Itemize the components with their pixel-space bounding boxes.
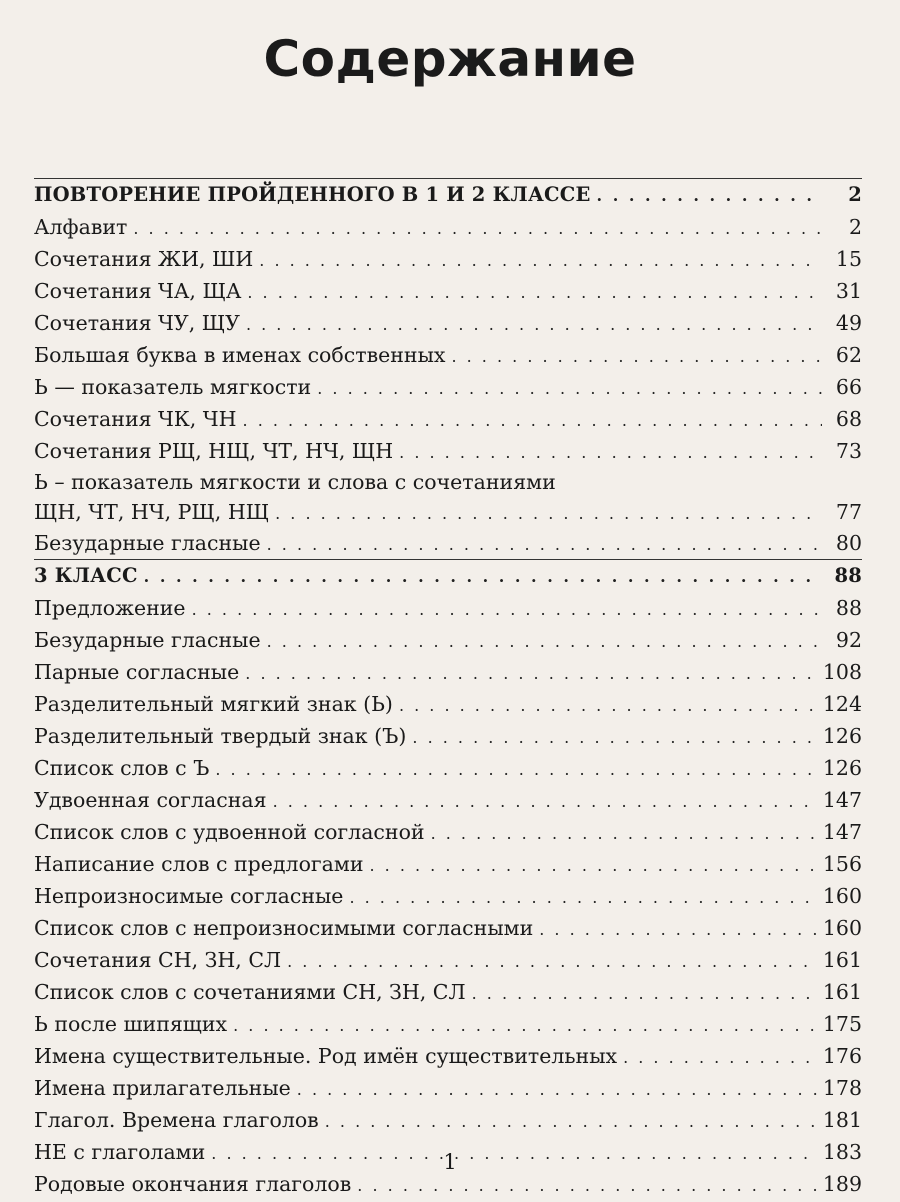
- toc-entry-title: ПОВТОРЕНИЕ ПРОЙДЕННОГО В 1 И 2 КЛАССЕ: [34, 183, 591, 206]
- toc-entry-page: 62: [835, 343, 862, 367]
- dot-leader: [623, 1042, 817, 1074]
- toc-entry-page: 2: [848, 215, 862, 239]
- toc-entry[interactable]: [34, 275, 862, 307]
- table-of-contents: [34, 178, 862, 1200]
- toc-section-heading[interactable]: [34, 178, 862, 211]
- toc-entry[interactable]: [34, 403, 862, 435]
- toc-entry[interactable]: [34, 467, 862, 527]
- toc-entry-page: 161: [822, 980, 862, 1004]
- dot-leader: [233, 1010, 817, 1042]
- toc-entry[interactable]: [34, 752, 862, 784]
- toc-entry[interactable]: [34, 339, 862, 371]
- toc-entry-title: Непроизносимые согласные: [34, 884, 344, 908]
- toc-entry-page: 73: [835, 439, 862, 463]
- toc-entry-page: 147: [822, 820, 862, 844]
- toc-entry-title: Список слов с Ъ: [34, 756, 210, 780]
- dot-leader: [472, 978, 817, 1010]
- page-number: 1: [443, 1150, 457, 1174]
- toc-entry[interactable]: [34, 688, 862, 720]
- dot-leader: [259, 245, 822, 277]
- toc-entry[interactable]: [34, 1104, 862, 1136]
- dot-leader: [215, 754, 817, 786]
- toc-entry-page: 80: [835, 531, 862, 555]
- toc-entry-title: Безударные гласные: [34, 531, 261, 555]
- toc-entry[interactable]: [34, 784, 862, 816]
- page-title: Содержание: [263, 30, 637, 88]
- dot-leader: [267, 626, 822, 658]
- toc-entry[interactable]: [34, 720, 862, 752]
- toc-entry-page: 124: [822, 692, 862, 716]
- toc-entry-title: Сочетания ЖИ, ШИ: [34, 247, 254, 271]
- toc-entry[interactable]: [34, 243, 862, 275]
- toc-entry-title: Ь – показатель мягкости и слова с сочетаниями: [34, 470, 556, 494]
- toc-entry[interactable]: [34, 435, 862, 467]
- toc-entry-page: 160: [822, 884, 862, 908]
- dot-leader: [399, 690, 817, 722]
- dot-leader: [273, 786, 817, 818]
- toc-entry-page: 15: [835, 247, 862, 271]
- toc-entry-title: Сочетания ЧК, ЧН: [34, 407, 237, 431]
- dot-leader: [349, 882, 816, 914]
- toc-entry[interactable]: [34, 592, 862, 624]
- toc-entry-page: 126: [822, 724, 862, 748]
- toc-entry-title: Сочетания РЩ, НЩ, ЧТ, НЧ, ЩН: [34, 439, 394, 463]
- toc-entry-page: 161: [822, 948, 862, 972]
- toc-entry[interactable]: [34, 912, 862, 944]
- toc-entry[interactable]: [34, 880, 862, 912]
- toc-entry-page: 31: [835, 279, 862, 303]
- toc-entry[interactable]: [34, 1008, 862, 1040]
- dot-leader: [325, 1106, 817, 1138]
- toc-entry-page: 175: [822, 1012, 862, 1036]
- dot-leader: [297, 1074, 817, 1106]
- toc-entry-page: 160: [822, 916, 862, 940]
- dot-leader: [317, 373, 822, 405]
- toc-entry-title: Родовые окончания глаголов: [34, 1172, 352, 1196]
- toc-entry[interactable]: [34, 624, 862, 656]
- toc-entry-page: 92: [835, 628, 862, 652]
- toc-entry[interactable]: [34, 944, 862, 976]
- toc-section-heading[interactable]: [34, 559, 862, 592]
- toc-entry-title: Большая буква в именах собственных: [34, 343, 446, 367]
- dot-leader: [539, 914, 817, 946]
- toc-entry-title: Удвоенная согласная: [34, 788, 267, 812]
- dot-leader: [246, 309, 822, 341]
- toc-entry[interactable]: [34, 371, 862, 403]
- toc-entry-page: 126: [822, 756, 862, 780]
- toc-entry[interactable]: [34, 656, 862, 688]
- toc-entry-title: Имена существительные. Род имён существительных: [34, 1044, 618, 1068]
- toc-entry-page: 77: [835, 500, 862, 524]
- toc-entry-title: Глагол. Времена глаголов: [34, 1108, 319, 1132]
- toc-entry[interactable]: [34, 816, 862, 848]
- toc-entry[interactable]: [34, 1072, 862, 1104]
- dot-leader: [245, 658, 817, 690]
- toc-entry-title: Парные согласные: [34, 660, 240, 684]
- dot-leader: [287, 946, 817, 978]
- toc-entry-page: 183: [822, 1140, 862, 1164]
- toc-entry-page: 181: [822, 1108, 862, 1132]
- toc-entry-page: 108: [822, 660, 862, 684]
- toc-entry-title: НЕ с глаголами: [34, 1140, 206, 1164]
- dot-leader: [144, 561, 822, 593]
- toc-entry-title: Сочетания СН, ЗН, СЛ: [34, 948, 282, 972]
- toc-entry-page: 49: [835, 311, 862, 335]
- toc-entry[interactable]: [34, 307, 862, 339]
- toc-entry-title: Безударные гласные: [34, 628, 261, 652]
- toc-entry-title: Сочетания ЧУ, ЩУ: [34, 311, 240, 335]
- toc-entry-page: 88: [834, 564, 862, 587]
- toc-entry[interactable]: [34, 848, 862, 880]
- toc-entry-page: 147: [822, 788, 862, 812]
- toc-entry-title: Алфавит: [34, 215, 128, 239]
- toc-entry-title: Написание слов с предлогами: [34, 852, 364, 876]
- toc-entry-page: 88: [835, 596, 862, 620]
- toc-entry-title: Предложение: [34, 596, 186, 620]
- toc-entry[interactable]: [34, 976, 862, 1008]
- toc-entry-title-continued: ЩН, ЧТ, НЧ, РЩ, НЩ: [34, 500, 270, 524]
- toc-entry-title: Разделительный мягкий знак (Ь): [34, 692, 393, 716]
- dot-leader: [275, 499, 822, 529]
- toc-entry-page: 178: [822, 1076, 862, 1100]
- toc-entry-title: Ь — показатель мягкости: [34, 375, 312, 399]
- toc-entry[interactable]: [34, 527, 862, 559]
- toc-entry-page: 66: [835, 375, 862, 399]
- toc-entry-title: Разделительный твердый знак (Ъ): [34, 724, 407, 748]
- toc-entry-page: 68: [835, 407, 862, 431]
- dot-leader: [247, 277, 822, 309]
- dot-leader: [243, 405, 822, 437]
- toc-entry-title: 3 КЛАСС: [34, 564, 138, 587]
- dot-leader: [357, 1170, 817, 1202]
- toc-entry-title: Ь после шипящих: [34, 1012, 228, 1036]
- toc-entry-title: Сочетания ЧА, ЩА: [34, 279, 242, 303]
- dot-leader: [399, 437, 822, 469]
- dot-leader: [192, 594, 822, 626]
- toc-entry-title: Список слов с непроизносимыми согласными: [34, 916, 534, 940]
- toc-entry-title: Список слов с удвоенной согласной: [34, 820, 425, 844]
- toc-entry-page: 2: [848, 183, 862, 206]
- dot-leader: [412, 722, 816, 754]
- toc-entry[interactable]: [34, 1040, 862, 1072]
- dot-leader: [133, 213, 822, 245]
- dot-leader: [267, 529, 822, 561]
- dot-leader: [369, 850, 816, 882]
- toc-entry-page: 156: [822, 852, 862, 876]
- toc-entry-title: Имена прилагательные: [34, 1076, 291, 1100]
- dot-leader: [431, 818, 817, 850]
- toc-entry-page: 189: [822, 1172, 862, 1196]
- toc-entry-page: 176: [822, 1044, 862, 1068]
- toc-entry[interactable]: [34, 211, 862, 243]
- dot-leader: [597, 180, 822, 212]
- dot-leader: [451, 341, 822, 373]
- toc-entry-title: Список слов с сочетаниями СН, ЗН, СЛ: [34, 980, 466, 1004]
